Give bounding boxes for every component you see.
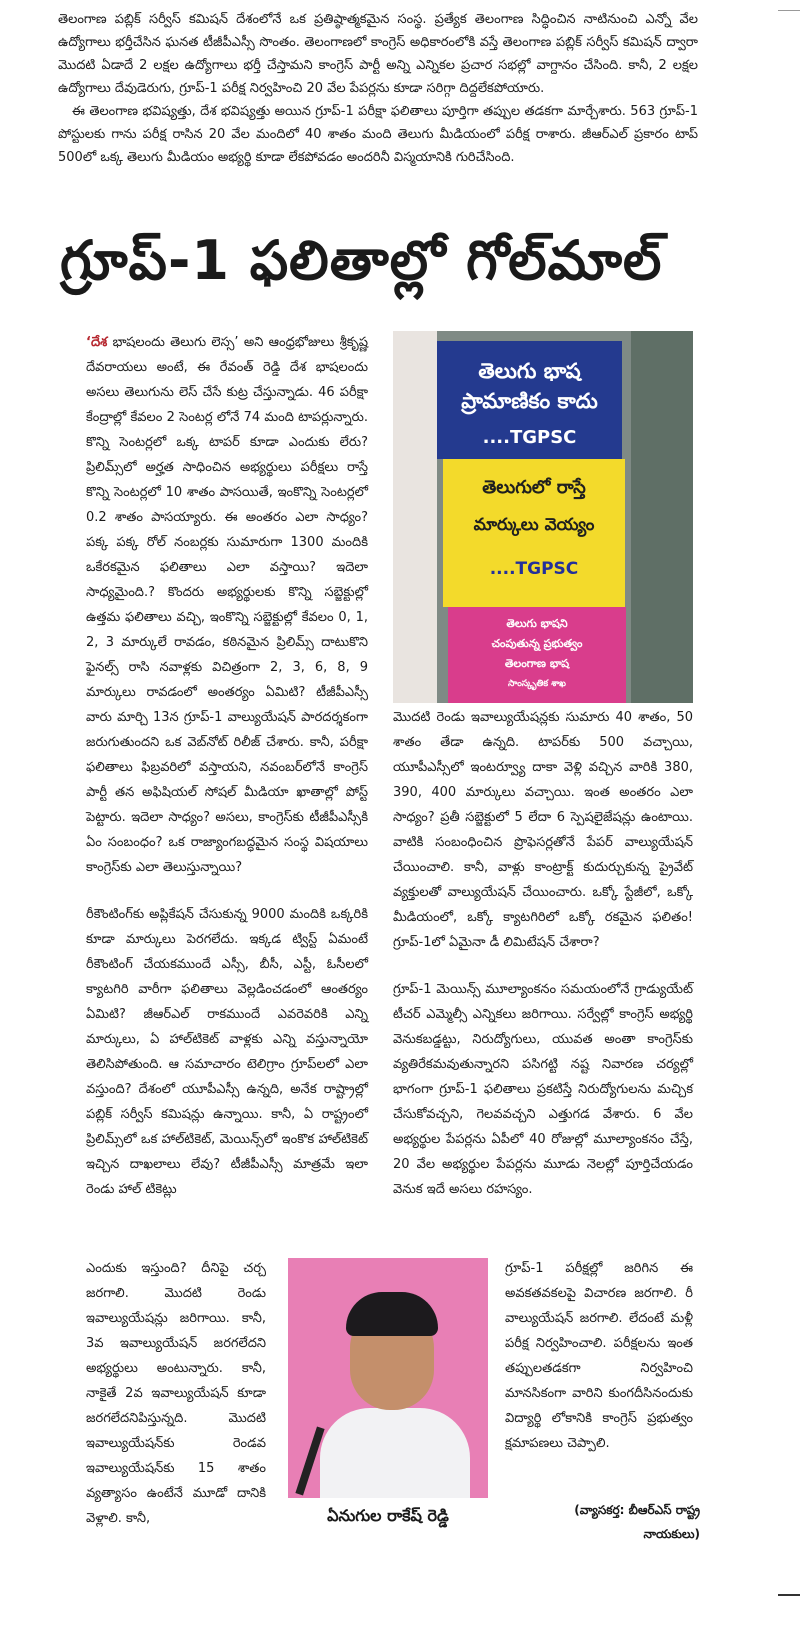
col2-paragraph-3: గ్రూప్-1 పరీక్షల్లో జరిగిన ఈ అవకతవకలపై విచారణ జరగాలి. రీ వాల్యుయేషన్ జరగాలి. లేదంటే మళ్లీ పరీక్ష నిర్వహించాలి. పరీక్షలను ఇంత తప్పులతడకగా నిర్వహించి మానసికంగా వారిని కుంగదీసినందుకు విద్యార్థి లోకానికి కాంగ్రెస్ ప్రభుత్వం క్షమాపణలు చెప్పాలి.	[505, 1261, 693, 1451]
col1-paragraph-2: రీకౌంటింగ్‌కు అప్లికేషన్ చేసుకున్న 9000 మందికి ఒక్కరికి కూడా మార్కులు పెరగలేదు. ఇక్కడ ట్విస్ట్ ఏమంటే రీకౌంటింగ్ చేయకముందే ఎస్సీ, బీసీ, ఎస్టీ, ఓసీలలో క్యాటగిరి వారీగా ఫలితాలు వెల్లడించడంలో ఆంతర్యం ఏమిటి? జీఆర్ఎల్ రాకముందే ఎవరెవరికి ఎన్ని మార్కులు, ఏ హాల్‌టికెట్ వాళ్లకు ఎన్ని వస్తున్నాయో తెలిసిపోతుంది. ఆ సమాచారం టెలిగ్రాం గ్రూప్‌లలో ఎలా వస్తుంది? దేశంలో యూపీఎస్సీ ఉన్నది, అనేక రాష్ట్రాల్లో పబ్లిక్ సర్వీస్ కమిషన్లు ఉన్నాయి. కానీ, ఏ రాష్ట్రంలో ప్రిలిమ్స్‌లో ఒక హాల్‌టికెట్, మెయిన్స్‌లో ఇంకొక హాల్‌టికెట్ ఇచ్చిన దాఖలాలు లేవు? టీజీపీఎస్సీ మాత్రమే ఇలా రెండు హాల్ టికెట్లు	[86, 907, 368, 1197]
author-name: ఏనుగుల రాకేష్ రెడ్డి	[327, 1506, 449, 1525]
sign2-line3: ....TGPSC	[489, 559, 579, 579]
author-credit	[530, 1498, 700, 1546]
sign3-line4: సాంస్కృతిక శాఖ	[508, 679, 566, 689]
col1-paragraph-3: ఎందుకు ఇస్తుంది? దీనిపై చర్చ జరగాలి. మొదటి రెండు ఇవాల్యుయేషన్లు జరిగాయి. కానీ, 3వ ఇవాల్యుయేషన్ జరగలేదని అభ్యర్థులు అంటున్నారు. కానీ, నాకైతే 2వ ఇవాల్యుయేషన్ కూడా జరగలేదనిపిస్తున్నది. మొదటి ఇవాల్యుయేషన్‌కు రెండవ ఇవాల్యుయేషన్‌కు 15 శాతం వ్యత్యాసం ఉంటేనే మూడో దానికి వెళ్లాలి. కానీ,	[86, 1261, 266, 1526]
sign1-line1: తెలుగు భాష	[478, 359, 581, 383]
credit-line-1: (వ్యాసకర్త: బీఆర్ఎస్ రాష్ట్ర	[574, 1503, 700, 1517]
page-edge-mark	[778, 10, 800, 11]
fence-background	[631, 331, 693, 703]
column-right-bottom	[505, 1256, 693, 1478]
col2-paragraph-1: మొదటి రెండు ఇవాల్యుయేషన్లకు సుమారు 40 శాతం, 50 శాతం తేడా ఉన్నది. టాపర్‌కు 500 వచ్చాయి, యూపీఎస్సీలో ఇంటర్వ్యూ దాకా వెళ్లి వచ్చిన వారికి 380, 390, 400 మార్కులు వచ్చాయి. ఇంత అంతరం ఎలా సాధ్యం? ప్రతీ సబ్జెక్టులో 5 లేదా 6 స్పెషలైజేషన్లు ఉంటాయి. వాటికి సంబంధించిన ప్రొఫెసర్లతోనే పేపర్ వాల్యుయేషన్ చేయించాలి. కానీ, వాళ్లు కాంట్రాక్ట్ కుదుర్చుకున్న ప్రైవేట్ వ్యక్తులతో వాల్యుయేషన్ చేయించారు. ఒక్కో స్టేజీలో, ఒక్కో మీడియంలో, ఒక్కో క్యాటగిరిలో ఒక్కో రకమైన ఫలితం! గ్రూప్-1లో ఏమైనా డీ లిమిటేషన్ చేశారా?	[393, 710, 693, 950]
intro-box	[58, 8, 698, 169]
sign3-line3: తెలంగాణ భాష	[504, 657, 570, 670]
column-left-bottom	[86, 1256, 266, 1553]
author-hair	[346, 1292, 438, 1336]
sign1-line2: ప్రామాణికం కాదు	[461, 389, 598, 413]
sign2-line1: తెలుగులో రాస్తే	[482, 477, 586, 498]
banner-left	[393, 331, 437, 703]
column-left	[86, 330, 368, 1224]
col2-paragraph-2: గ్రూప్-1 మెయిన్స్ మూల్యాంకనం సమయంలోనే గ్రాడ్యుయేట్ టీచర్ ఎమ్మెల్సీ ఎన్నికలు జరిగాయి. సర్వేల్లో కాంగ్రెస్ అభ్యర్థి వెనుకబడ్డట్టు, నిరుద్యోగులు, యువత అంతా కాంగ్రెస్‌కు వ్యతిరేకమవుతున్నారని పసిగట్టి నష్ట నివారణ చర్యల్లో భాగంగా గ్రూప్-1 ఫలితాలు ప్రకటిస్తే నిరుద్యోగులను మచ్చిక చేసుకోవచ్చని, గెలవవచ్చని ఎత్తుగడ వేశారు. 6 వేల అభ్యర్థుల పేపర్లను ఏపీలో 40 రోజుల్లో మూల్యాంకనం చేస్తే, 20 వేల అభ్యర్థుల పేపర్లను మూడు నెలల్లో పూర్తిచేయడం వెనుక ఇదే అసలు రహస్యం.	[393, 982, 693, 1197]
sign3-line1: తెలుగు భాషని	[506, 617, 568, 630]
column-right	[393, 705, 693, 1224]
lead-word: ‘దేశ	[86, 335, 108, 350]
col1-paragraph-1	[86, 330, 368, 880]
intro-paragraph-2: ఈ తెలంగాణ భవిష్యత్తు, దేశ భవిష్యత్తు అయిన గ్రూప్-1 పరీక్షా ఫలితాలు పూర్తిగా తప్పుల తడకగా మార్చేశారు. 563 గ్రూప్-1 పోస్టులకు గాను పరీక్ష రాసిన 20 వేల మందిలో 40 శాతం మంది తెలుగు మీడియంలో పరీక్ష రాశారు. జీఆర్ఎల్ ప్రకారం టాప్ 500లో ఒక్క తెలుగు మీడియం అభ్యర్థి కూడా లేకపోవడం అందరినీ విస్మయానికి గురిచేసింది.	[58, 104, 698, 165]
col1-paragraph-1-text: భాషలందు తెలుగు లెస్స’ అని ఆంధ్రభోజులు శ్రీకృష్ణ దేవరాయలు అంటే, ఈ రేవంత్ రెడ్డి దేశ భాషలందు అసలు తెలుగును లెస్ చేసే కుట్ర చేస్తున్నాడు. 46 పరీక్షా కేంద్రాల్లో కేవలం 2 సెంటర్ల లోనే 74 మంది టాపర్లున్నారు. కొన్ని సెంటర్లలో ఒక్క టాపర్ కూడా ఎందుకు లేరు? ప్రిలిమ్స్‌లో అర్హత సాధించిన అభ్యర్థులు పరీక్షలు రాస్తే కొన్ని సెంటర్లలో 10 శాతం పాసయితే, ఇంకొన్ని సెంటర్లలో 0.2 శాతం పాసయ్యారు. ఈ అంతరం ఎలా సాధ్యం? పక్క పక్క రోల్ నంబర్లకు సుమారుగా 1300 మందికి ఒకేరకమైన ఫలితాలు ఎలా వస్తాయి? ఇదెలా సాధ్యమైంది.? కొందరు అభ్యర్థులకు కొన్ని సబ్జెక్టుల్లో ఉత్తమ ఫలితాలు వచ్చి, ఇంకొన్ని సబ్జెక్టుల్లో కేవలం 0, 1, 2, 3 మార్కులే రావడం, కఠినమైన ప్రిలిమ్స్ దాటుకొని ఫైనల్స్ రాసి నవాళ్లకు విచిత్రంగా 2, 3, 6, 8, 9 మార్కులు రావడంలో అంతర్యం ఏమిటి? టీజీపీఎస్సీ వారు మార్చి 13న గ్రూప్-1 వాల్యుయేషన్ పారదర్శకంగా జరుగుతుందని ఒక వెబ్‌నోట్ రిలీజ్ చేశారు. కానీ, పరీక్షా ఫలితాలు ఫిబ్రవరిలో వస్తాయని, నవంబర్‌లోనే కాంగ్రెస్ పార్టీ తన అఫిషియల్ సోషల్ మీడియా ఖాతాల్లో పోస్ట్ పెట్టారు. ఇదెలా సాధ్యం? అసలు, కాంగ్రెస్‌కు టీజీపీఎస్సీకి ఏం సంబంధం? ఒక రాజ్యాంగబద్ధమైన సంస్థ విషయాలు కాంగ్రెస్‌కు ఎలా తెలుస్తున్నాయి?	[86, 335, 368, 875]
headline: గ్రూప్-1 ఫలితాల్లో గోల్‌మాల్	[60, 229, 663, 292]
sign3-line2: చంపుతున్న ప్రభుత్వం	[491, 637, 583, 650]
author-shirt	[320, 1408, 470, 1498]
credit-line-2: నాయకులు)	[643, 1527, 700, 1541]
page-edge-mark-bottom	[778, 1594, 800, 1596]
sign2-line2: మార్కులు వెయ్యం	[473, 515, 595, 535]
sign-killing-telugu	[448, 607, 626, 703]
intro-paragraph-1: తెలంగాణ పబ్లిక్ సర్వీస్ కమిషన్ దేశంలోనే ఒక ప్రతిష్ఠాత్మకమైన సంస్థ. ప్రత్యేక తెలంగాణ సిద్ధించిన నాటినుంచి ఎన్నో వేల ఉద్యోగాలు భర్తీచేసిన ఘనత టీజీపీఎస్సీ సొంతం. తెలంగాణలో కాంగ్రెస్ అధికారంలోకి వస్తే తెలంగాణ పబ్లిక్ సర్వీస్ కమిషన్ ద్వారా మొదటి ఏడాదే 2 లక్షల ఉద్యోగాలు భర్తీ చేస్తామని కాంగ్రెస్ పార్టీ అన్ని ఎన్నికల ప్రచార సభల్లో వాగ్దానం చేసింది. కానీ, 2 లక్షల ఉద్యోగాలు దేవుడెరుగు, గ్రూప్-1 పరీక్ష నిర్వహించి 20 వేల పేపర్లను కూడా సరిగ్గా దిద్దలేకపోయారు.	[58, 12, 698, 96]
sign1-line3: ....TGPSC	[482, 427, 577, 448]
protest-photo	[393, 331, 693, 703]
sign-no-marks	[443, 459, 625, 607]
author-photo	[288, 1258, 488, 1498]
sign-telugu-not-standard	[437, 341, 622, 459]
